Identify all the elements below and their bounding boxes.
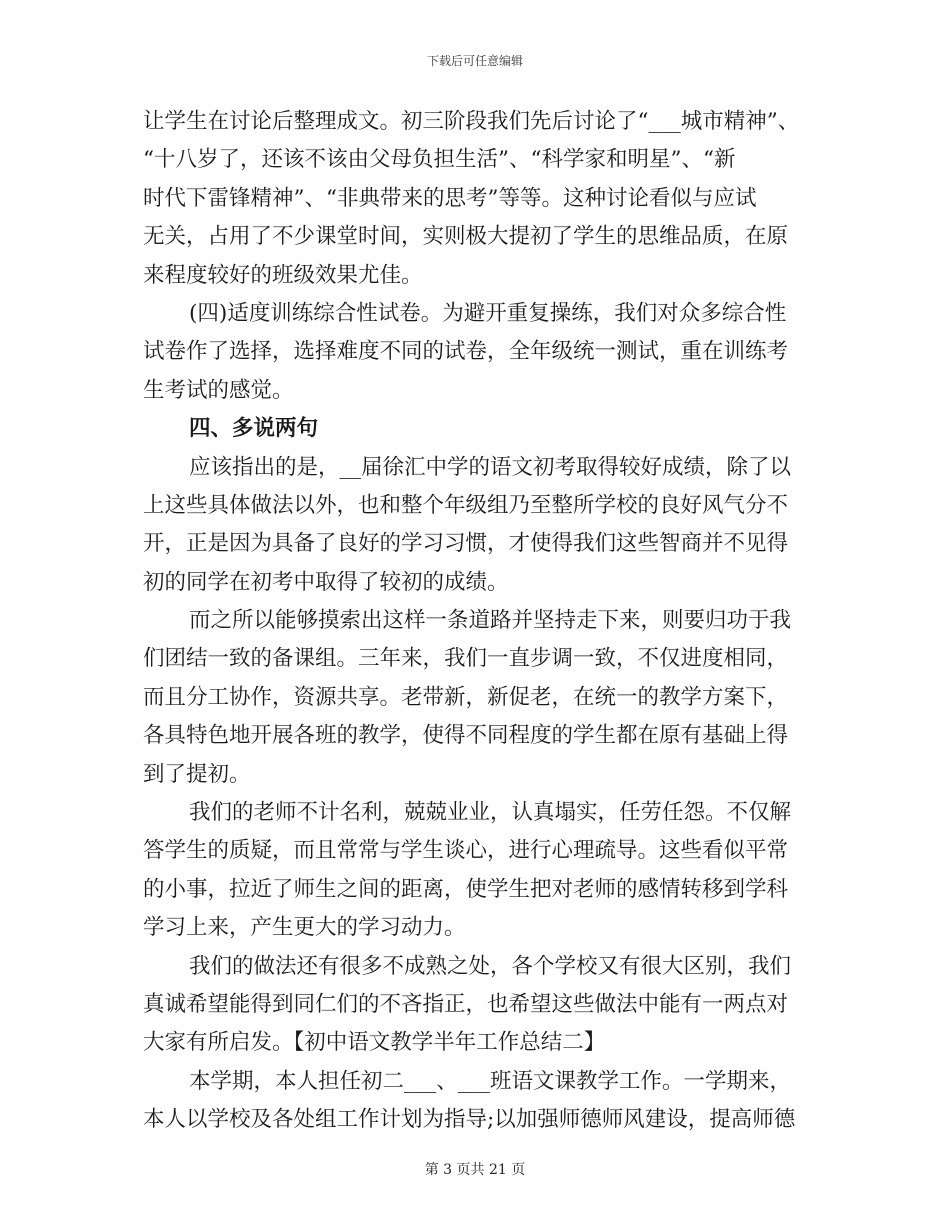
section-heading: 四、多说两句: [189, 416, 319, 442]
text-line: 时代下雷锋精神”、“非典带来的思考”等等。这种讨论看似与应试: [143, 185, 757, 211]
page-header: 下载后可任意编辑: [426, 54, 523, 68]
text-line: 试卷作了选择，选择难度不同的试卷，全年级统一测试，重在训练考: [143, 339, 789, 365]
page-footer: 第 3 页共 21 页: [424, 1162, 526, 1178]
text-line: 我们的做法还有很多不成熟之处，各个学校又有很大区别，我们: [189, 953, 792, 979]
text-line: 答学生的质疑，而且常常与学生谈心，进行心理疏导。这些看似平常: [143, 838, 789, 864]
text-line: 开，正是因为具备了良好的学习习惯，才使得我们这些智商并不见得: [143, 531, 789, 557]
text-line: 到了提初。: [143, 761, 251, 787]
text-line: 们团结一致的备课组。三年来，我们一直步调一致，不仅进度相同，: [143, 646, 789, 672]
text-line: 上这些具体做法以外，也和整个年级组乃至整所学校的良好风气分不: [143, 492, 789, 518]
text-line: 本学期，本人担任初二___、___班语文课教学工作。一学期来，: [189, 1068, 792, 1094]
text-line: 而之所以能够摸索出这样一条道路并坚持走下来，则要归功于我: [189, 608, 792, 634]
text-line: 让学生在讨论后整理成文。初三阶段我们先后讨论了“___城市精神”、: [143, 109, 800, 134]
text-line: 本人以学校及各处组工作计划为指导;以加强师德师风建设，提高师德: [143, 1107, 796, 1133]
text-line: 学习上来，产生更大的学习动力。: [143, 915, 466, 941]
document-body: [143, 103, 803, 1140]
text-line: “十八岁了，还该不该由父母负担生活”、“科学家和明星”、“新: [143, 147, 736, 173]
text-line: 初的同学在初考中取得了较初的成绩。: [143, 569, 509, 595]
text-line: 来程度较好的班级效果尤佳。: [143, 262, 423, 288]
text-line: 而且分工协作，资源共享。老带新，新促老，在统一的教学方案下，: [143, 684, 789, 710]
text-line: 大家有所启发。【初中语文教学半年工作总结二】: [143, 1030, 606, 1056]
text-line: 各具特色地开展各班的教学，使得不同程度的学生都在原有基础上得: [143, 723, 789, 749]
text-line: 生考试的感觉。: [143, 377, 294, 403]
text-line: 真诚希望能得到同仁们的不吝指正，也希望这些做法中能有一两点对: [143, 991, 789, 1017]
text-line: 我们的老师不计名利，兢兢业业，认真塌实，任劳任怨。不仅解: [189, 800, 792, 826]
text-line: 的小事，拉近了师生之间的距离，使学生把对老师的感情转移到学科: [143, 876, 789, 902]
text-line: 应该指出的是，__届徐汇中学的语文初考取得较好成绩，除了以: [189, 454, 792, 480]
text-line: 无关，占用了不少课堂时间，实则极大提初了学生的思维品质，在原: [143, 224, 789, 250]
text-line: (四)适度训练综合性试卷。为避开重复操练，我们对众多综合性: [189, 300, 787, 326]
